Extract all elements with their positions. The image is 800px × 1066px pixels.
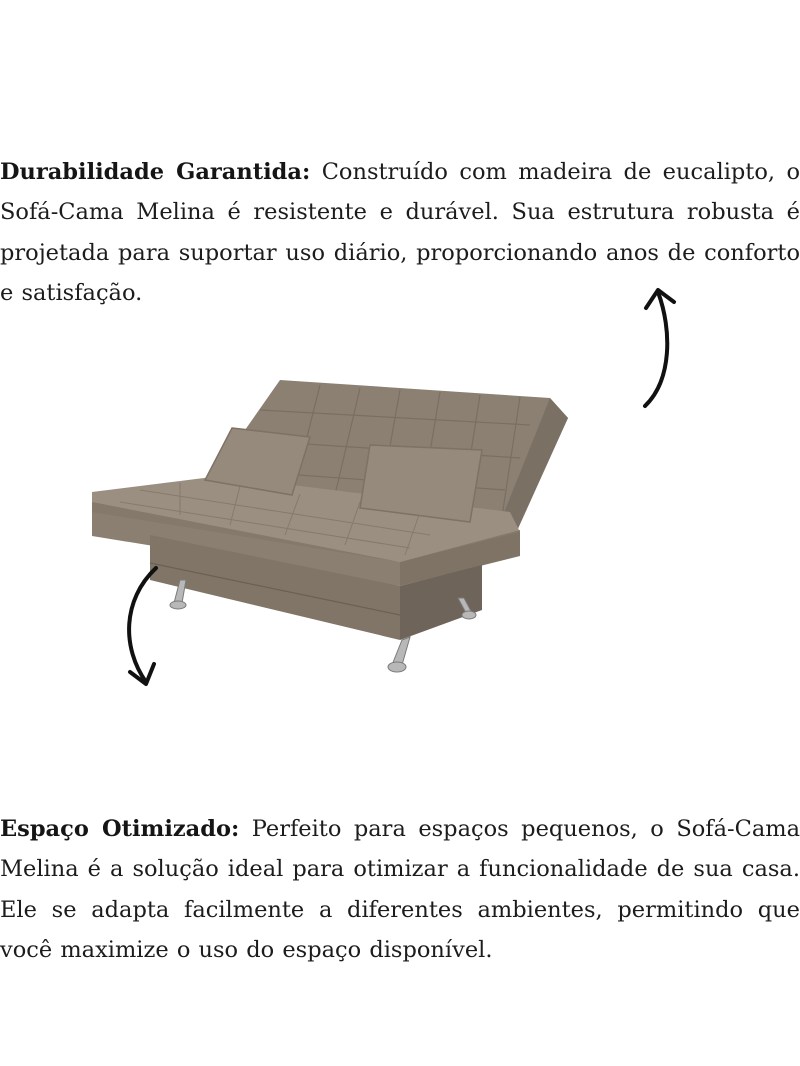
durability-text: Construído com madeira de eucalipto, o Sofá-Cama Melina é resistente e durável. Sua estrutura robusta é projetada para suportar uso diário, proporcionando anos de conforto e satisfação. xyxy=(0,158,800,306)
curved-arrow-up-icon xyxy=(645,290,674,406)
space-text: Perfeito para espaços pequenos, o Sofá-Cama Melina é a solução ideal para otimizar a funcionalidade de sua casa. Ele se adapta facilmente a diferentes ambientes, permitindo que você maximize o uso do espaço disponível. xyxy=(0,815,800,963)
sofa-pillow-right xyxy=(360,445,482,522)
space-paragraph xyxy=(0,809,800,971)
sofa-bed-image xyxy=(80,280,700,700)
space-heading: Espaço Otimizado: xyxy=(0,815,240,842)
durability-heading: Durabilidade Garantida: xyxy=(0,158,311,185)
curved-arrow-down-icon xyxy=(129,568,156,684)
